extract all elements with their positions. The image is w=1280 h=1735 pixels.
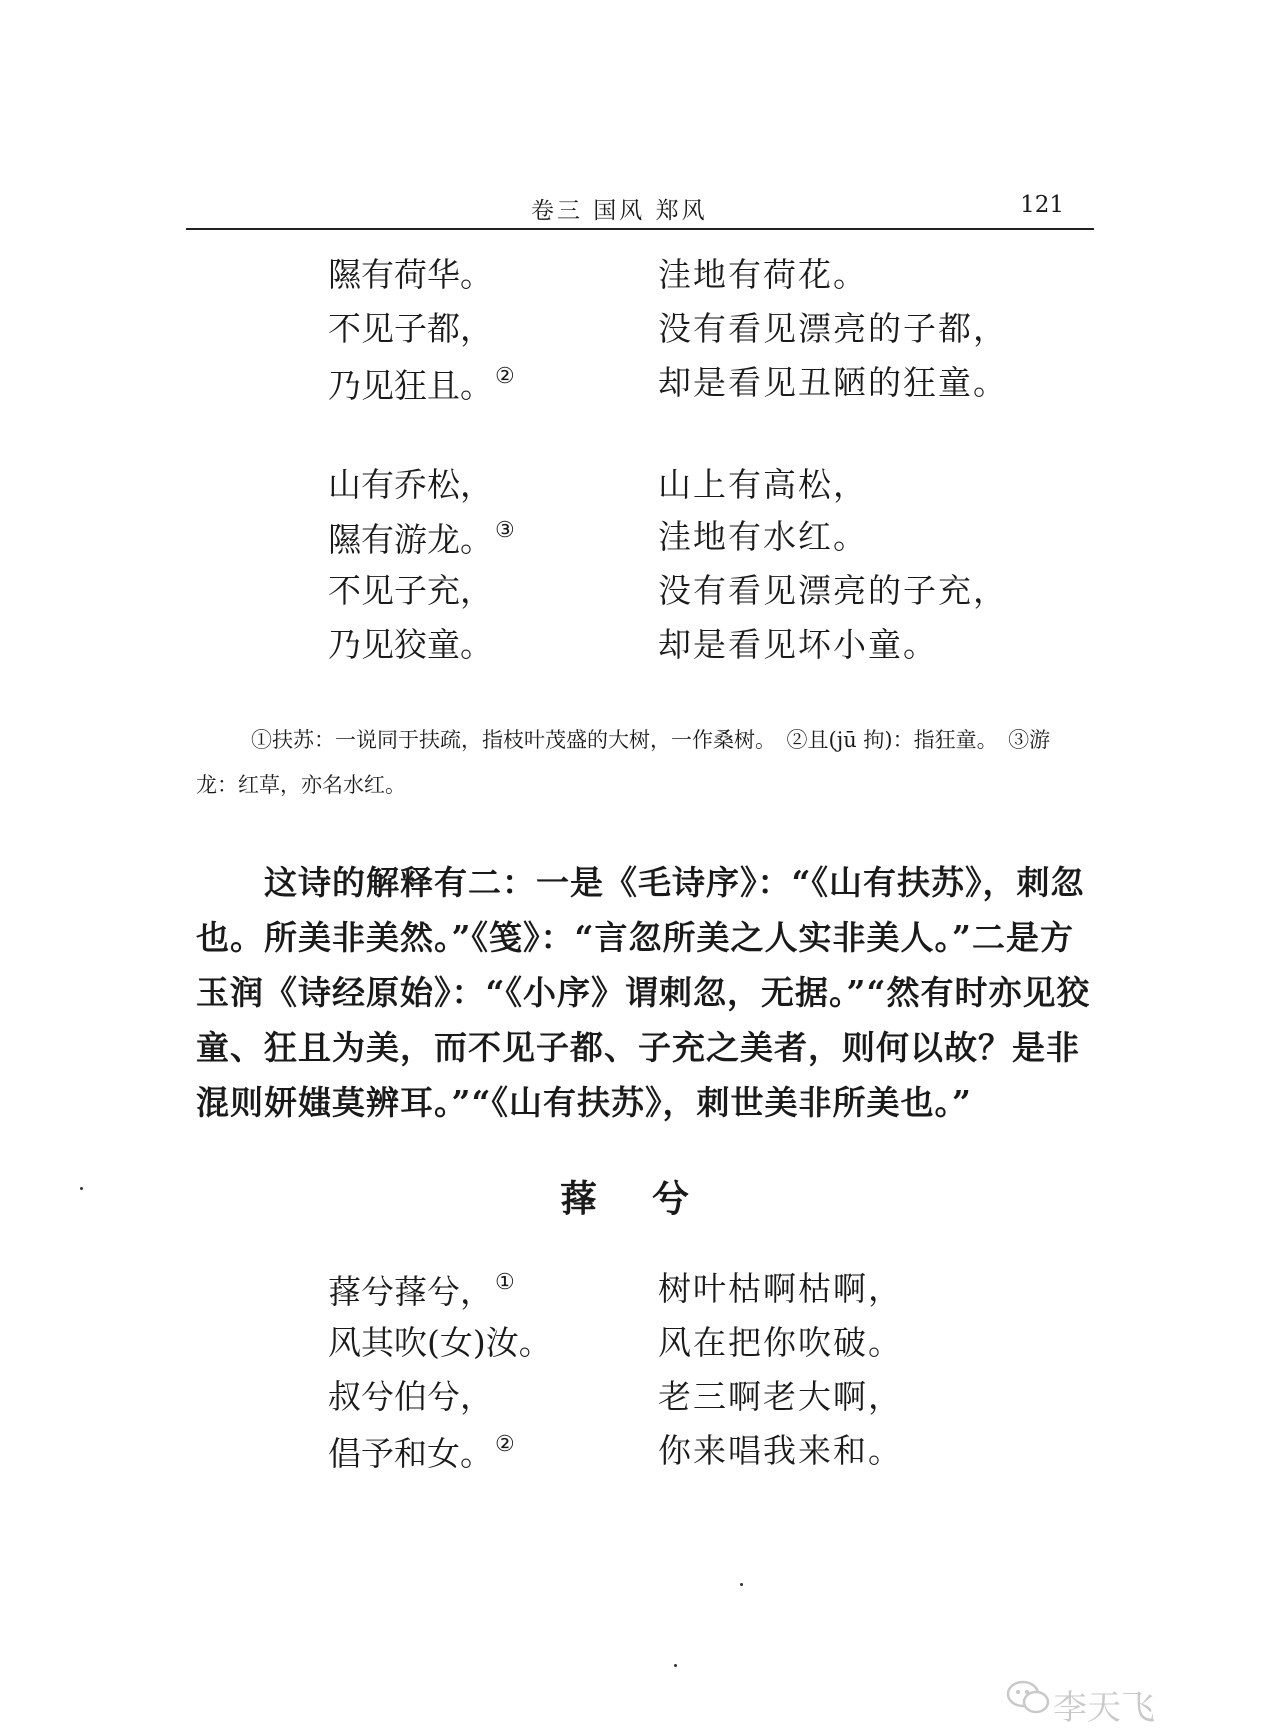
verse-translation: 没有看见漂亮的子都， — [658, 309, 1008, 348]
verse-translation: 老三啊老大啊， — [658, 1377, 903, 1416]
verse-translation: 却是看见丑陋的狂童。 — [658, 363, 1008, 402]
scan-speck — [80, 1187, 83, 1190]
verse-translation: 洼地有水红。 — [658, 517, 868, 556]
footnote-marker: ② — [495, 364, 515, 389]
verse-original: 萚兮萚兮，① — [328, 1270, 515, 1311]
watermark-text: 李天飞 — [1053, 1688, 1155, 1728]
verse-original: 隰有游龙。③ — [328, 518, 515, 559]
footnote-marker: ③ — [495, 518, 515, 543]
verse-translation: 却是看见坏小童。 — [658, 625, 938, 664]
verse-original: 倡予和女。② — [328, 1432, 515, 1473]
verse-original: 山有乔松， — [328, 465, 493, 504]
footnotes: ①扶苏：一说同于扶疏，指枝叶茂盛的大树，一作桑树。 ②且(jū 拘)：指狂童。 ③游龙：红草，亦名水红。 — [196, 728, 1051, 797]
scan-speck — [740, 1583, 743, 1586]
verse-original: 叔兮伯兮， — [328, 1377, 493, 1416]
running-header — [186, 188, 1094, 230]
verse-original: 乃见狂且。② — [328, 364, 515, 405]
verse-original: 乃见狡童。 — [328, 625, 493, 664]
verse-translation: 山上有高松， — [658, 465, 868, 504]
verse-translation: 你来唱我来和。 — [658, 1431, 903, 1470]
footnote-marker: ① — [495, 1270, 515, 1295]
verse-original: 不见子充， — [328, 571, 493, 610]
verse-original: 隰有荷华。 — [328, 255, 493, 294]
verse-translation: 树叶枯啊枯啊， — [658, 1269, 903, 1308]
footnote-marker: ② — [495, 1432, 515, 1457]
commentary-paragraph: 这诗的解释有二：一是《毛诗序》：“《山有扶苏》，刺忽也。所美非美然。”《笺》：“言忽所美之人实非美人。”二是方玉润《诗经原始》：“《小序》谓刺忽，无据。”“然有时亦见狡童、狂且为美，而不见子都、子充之美者，则何以故？是非混则妍媸莫辨耳。”“《山有扶苏》，刺世美非所美也。” — [196, 863, 1091, 1122]
chat-bubble-icon — [1005, 1677, 1051, 1717]
verse-translation: 没有看见漂亮的子充， — [658, 571, 1008, 610]
page-number: 121 — [1020, 192, 1064, 218]
poem-title: 萚兮 — [560, 1176, 744, 1220]
verse-translation: 洼地有荷花。 — [658, 255, 868, 294]
verse-translation: 风在把你吹破。 — [658, 1323, 903, 1362]
verse-original: 风其吹(女)汝。 — [328, 1323, 552, 1362]
scan-speck — [674, 1664, 677, 1667]
chapter-title: 卷三 国风 郑风 — [531, 198, 708, 224]
verse-original: 不见子都， — [328, 309, 493, 348]
